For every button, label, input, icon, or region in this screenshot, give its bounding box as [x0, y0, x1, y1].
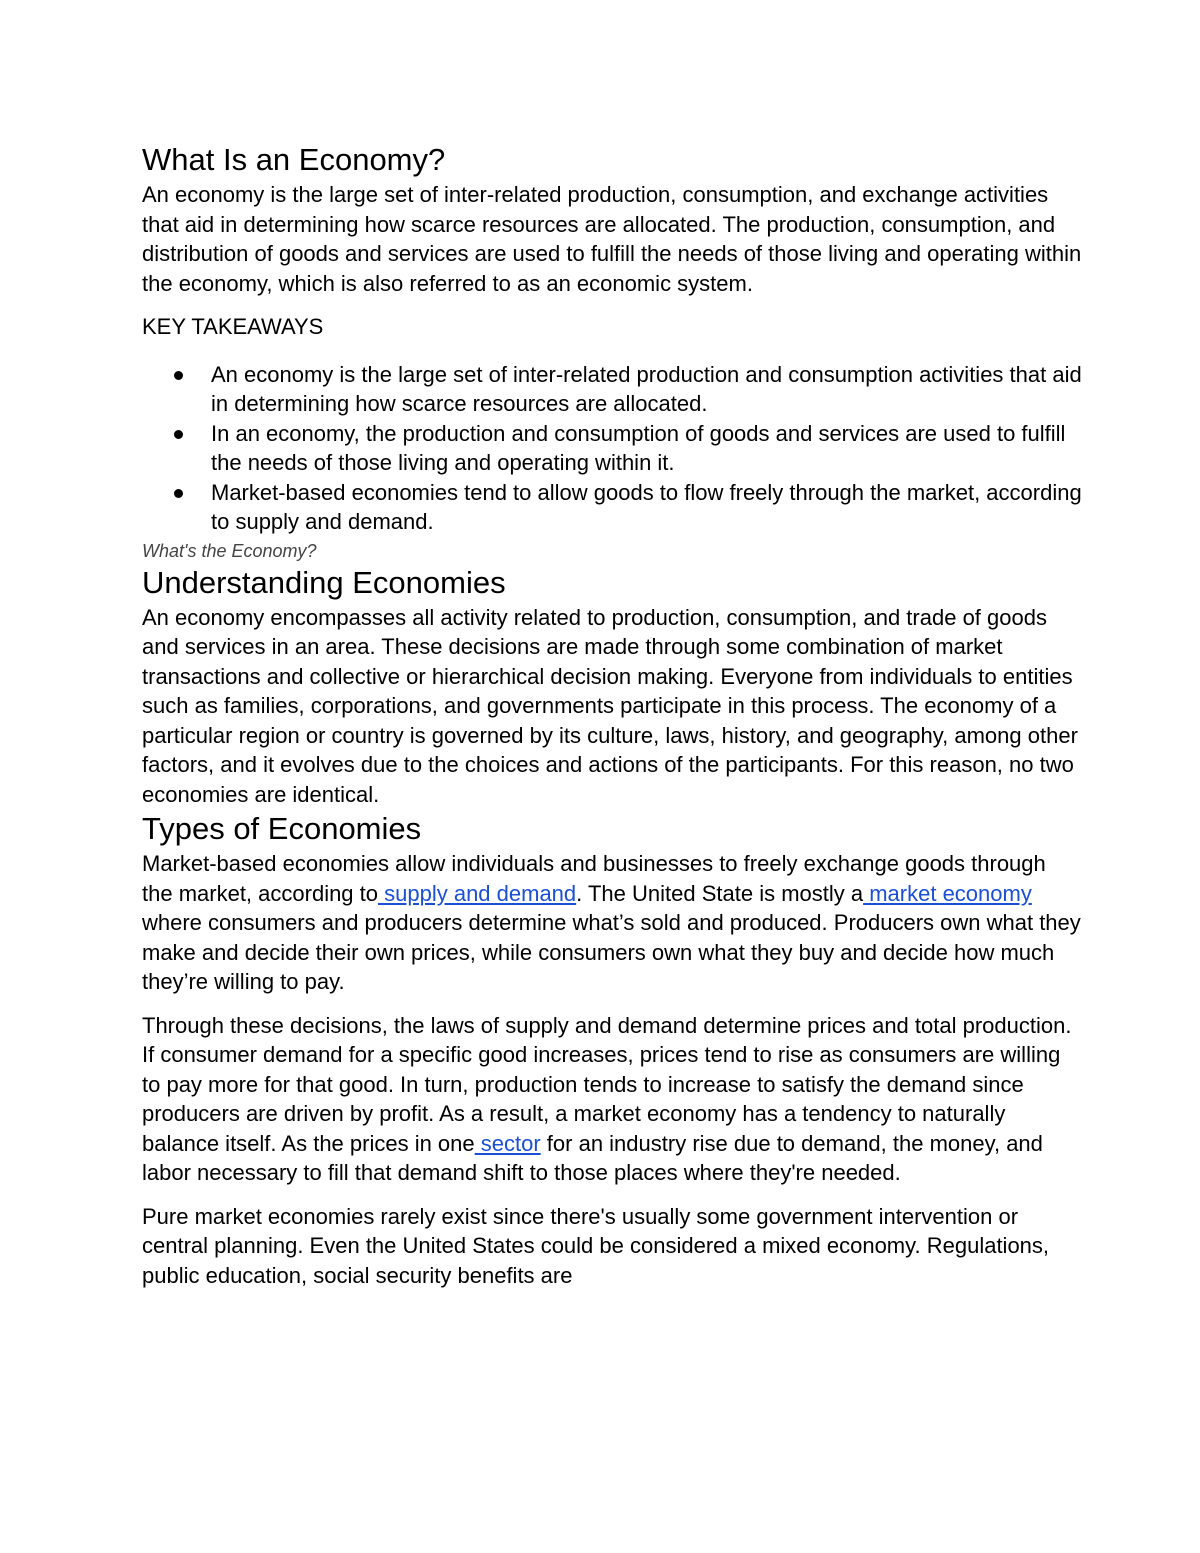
text-segment: for an industry rise due to demand, the money, and labor necessary to fill that demand shift to those places where they're needed. — [142, 1130, 1043, 1185]
paragraph-market-based-economies — [142, 849, 1082, 997]
bullet-icon — [174, 430, 183, 439]
link-market-economy[interactable]: market economy — [863, 880, 1032, 906]
list-item — [211, 360, 1082, 419]
list-item-text: Market-based economies tend to allow goods to flow freely through the market, according to supply and demand. — [211, 479, 1082, 534]
heading-types-of-economies: Types of Economies — [142, 811, 422, 846]
heading-understanding-economies: Understanding Economies — [142, 564, 506, 600]
link-sector[interactable]: sector — [474, 1130, 541, 1156]
text-segment: Through these decisions, the laws of supply and demand determine prices and total production. If consumer demand for a specific good increases, prices tend to rise as consumers are willing to pay more for that good. In turn, production tends to increase to satisfy the demand since producers are driven by profit. As a result, a market economy has a tendency to naturally balance itself. As the prices in one — [142, 1012, 1072, 1156]
paragraph-economy-definition: An economy is the large set of inter-related production, consumption, and exchange activities that aid in determining how scarce resources are allocated. The production, consumption, and distribution of goods and services are used to fulfill the needs of those living and operating within the economy, which is also referred to as an economic system. — [142, 182, 1082, 296]
caption-whats-the-economy: What's the Economy? — [142, 540, 317, 561]
paragraph-understanding-economies: An economy encompasses all activity related to production, consumption, and trade of goods and services in an area. These decisions are made through some combination of market transactions and collective or hierarchical decision making. Everyone from individuals to entities such as families, corporations, and governments participate in this process. The economy of a particular region or country is governed by its culture, laws, history, and geography, among other factors, and it evolves due to the choices and actions of the participants. For this reason, no two economies are identical. — [142, 604, 1078, 807]
list-item-text: An economy is the large set of inter-related production and consumption activities that aid in determining how scarce resources are allocated. — [211, 361, 1082, 416]
heading-what-is-an-economy: What Is an Economy? — [142, 142, 446, 177]
document-page — [142, 140, 1082, 1290]
list-item — [211, 419, 1082, 478]
bullet-icon — [174, 489, 183, 498]
list-item-text: In an economy, the production and consumption of goods and services are used to fulfill the needs of those living and operating within it. — [211, 420, 1066, 475]
paragraph-pure-market-economies: Pure market economies rarely exist since there's usually some government intervention or central planning. Even the United States could be considered a mixed economy. Regulations, public education, social security benefits are — [142, 1203, 1050, 1288]
link-supply-and-demand[interactable]: supply and demand — [378, 880, 577, 906]
list-item — [211, 478, 1082, 537]
text-segment: . The United State is mostly a — [576, 880, 864, 906]
paragraph-supply-demand-decisions — [142, 1011, 1082, 1188]
bullet-icon — [174, 371, 183, 380]
key-takeaways-list — [142, 360, 1082, 537]
text-segment: Market-based economies allow individuals and businesses to freely exchange goods through the market, according to — [142, 851, 1046, 906]
text-segment: where consumers and producers determine what’s sold and produced. Producers own what they make and decide their own prices, while consumers own what they buy and decide how much they’re willing to pay. — [142, 910, 1081, 994]
key-takeaways-label: KEY TAKEAWAYS — [142, 314, 324, 339]
